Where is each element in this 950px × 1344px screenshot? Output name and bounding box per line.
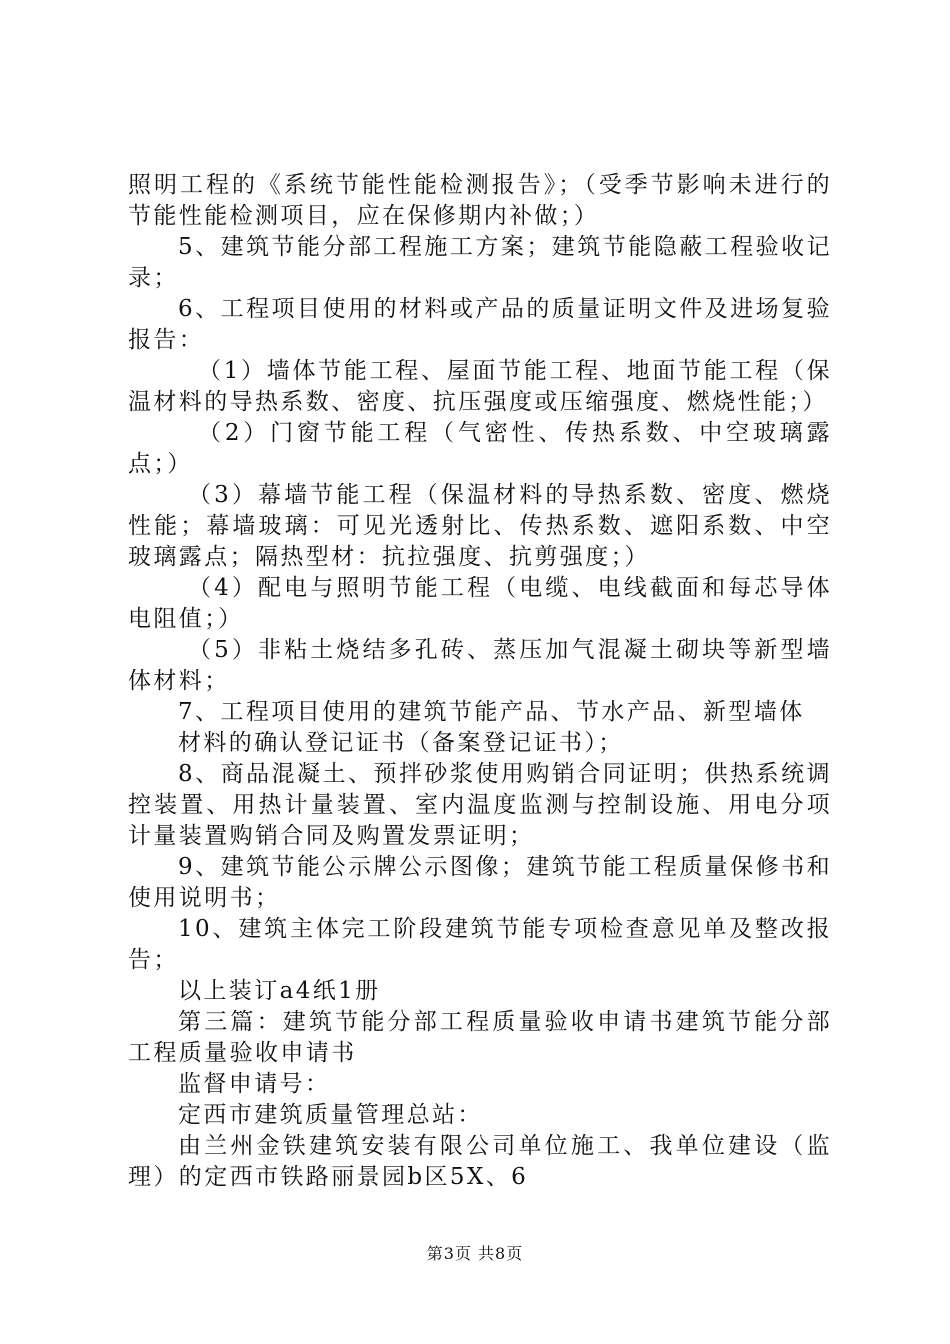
paragraph-subitem-2: （2）门窗节能工程（气密性、传热系数、中空玻璃露点；） [128,420,832,477]
paragraph-subitem-4: （4）配电与照明节能工程（电缆、电线截面和每芯导体电阻值；） [128,575,832,632]
document-body [128,170,832,1193]
paragraph-addressee: 定西市建筑质量管理总站： [178,1102,483,1128]
paragraph-section-3-title: 第三篇：建筑节能分部工程质量验收申请书建筑节能分部工程质量验收申请书 [128,1009,832,1066]
paragraph-subitem-5: （5）非粘土烧结多孔砖、蒸压加气混凝土砌块等新型墙体材料； [128,637,832,694]
paragraph-binding-note: 以上装订a4纸1册 [178,978,381,1004]
paragraph-lighting-report: 照明工程的《系统节能性能检测报告》；（受季节影响未进行的节能性能检测项目，应在保修期内补做；） [128,172,832,229]
paragraph-supervision-number: 监督申请号： [178,1071,331,1097]
paragraph-item-7-line-2: 材料的确认登记证书（备案登记证书）； [178,730,624,756]
paragraph-application-body: 由兰州金铁建筑安装有限公司单位施工、我单位建设（监理）的定西市铁路丽景园b区5X、6 [128,1133,832,1190]
paragraph-item-6: 6、工程项目使用的材料或产品的质量证明文件及进场复验报告： [128,296,832,353]
paragraph-item-10: 10、建筑主体完工阶段建筑节能专项检查意见单及整改报告； [128,916,832,973]
paragraph-subitem-1: （1）墙体节能工程、屋面节能工程、地面节能工程（保温材料的导热系数、密度、抗压强度或压缩强度、燃烧性能；） [128,358,832,415]
paragraph-item-5: 5、建筑节能分部工程施工方案；建筑节能隐蔽工程验收记录； [128,234,832,291]
paragraph-item-9: 9、建筑节能公示牌公示图像；建筑节能工程质量保修书和使用说明书； [128,854,832,911]
paragraph-item-7-line-1: 7、工程项目使用的建筑节能产品、节水产品、新型墙体 [178,699,805,725]
paragraph-subitem-3: （3）幕墙节能工程（保温材料的导热系数、密度、燃烧性能；幕墙玻璃：可见光透射比、传热系数、遮阳系数、中空玻璃露点；隔热型材：抗拉强度、抗剪强度；） [128,482,832,570]
page-number-footer: 第3页 共8页 [426,1244,524,1263]
paragraph-item-8: 8、商品混凝土、预拌砂浆使用购销合同证明；供热系统调控装置、用热计量装置、室内温度监测与控制设施、用电分项计量装置购销合同及购置发票证明； [128,761,832,849]
